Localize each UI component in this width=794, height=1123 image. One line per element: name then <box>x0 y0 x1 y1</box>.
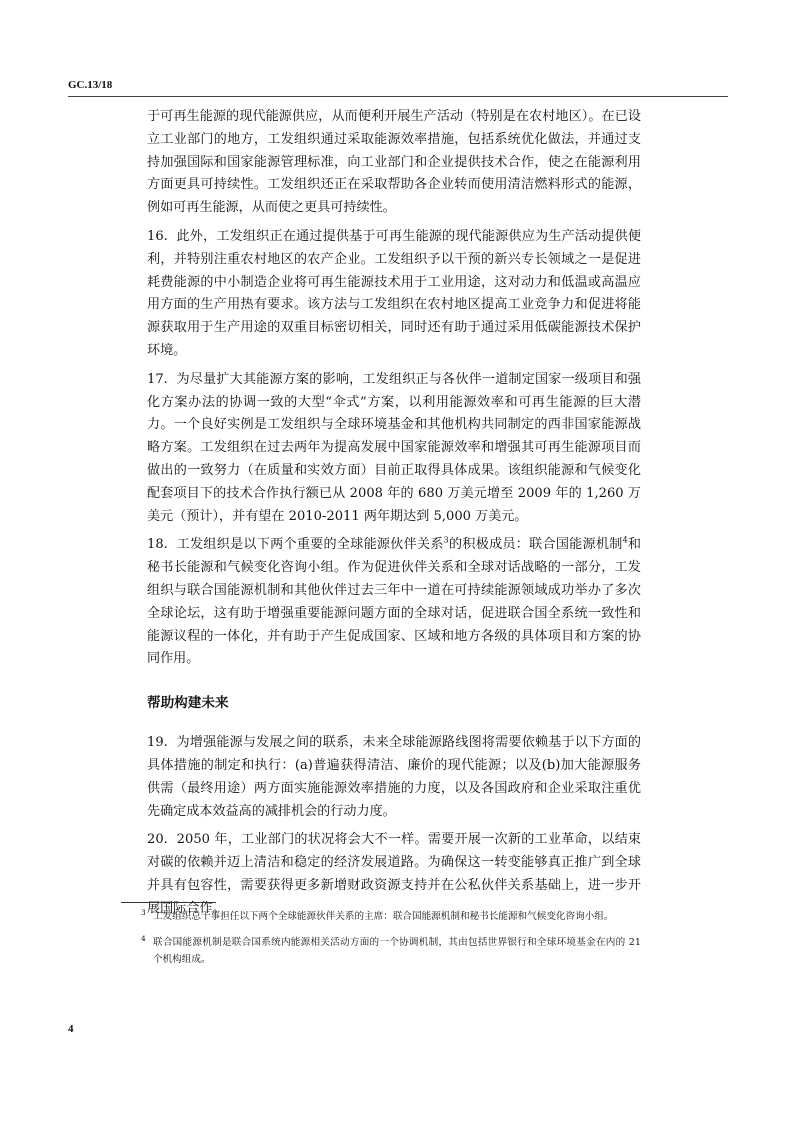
document-symbol: GC.13/18 <box>68 79 113 91</box>
paragraph-text: 2050 年，工业部门的状况将会大不一样。需要开展一次新的工业革命，以结束对碳的依赖并迈上清洁和稳定的经济发展道路。为确保这一转变能够真正推广到全球并具有包容性，需要获得更多新增财政资源支持并在公私伙伴关系基础上，进一步开展国际合作。 <box>147 832 642 916</box>
section-heading: 帮助构建未来 <box>147 695 229 712</box>
paragraph-text: 此外，工发组织正在通过提供基于可再生能源的现代能源供应为生产活动提供便利，并特别注重农村地区的农产企业。工发组织予以干预的新兴专长领域之一是促进耗费能源的中小制造企业将可再生能源技术用于工业用途，这对动力和低温或高温应用方面的生产用热有要求。该方法与工发组织在农村地区提高工业竞争力和促进将能源获取用于生产用途的双重目标密切相关，同时还有助于通过采用低碳能源技术保护环境。 <box>147 228 642 358</box>
footnote-ref-3[interactable]: 3 <box>443 535 449 545</box>
footnotes <box>141 908 641 977</box>
paragraph-number: 20. <box>147 832 168 848</box>
paragraph-16 <box>147 226 641 363</box>
footnote-3 <box>141 908 641 925</box>
main-text <box>147 106 641 927</box>
paragraph-number: 18. <box>147 537 168 553</box>
paragraph-15-continued <box>147 106 641 220</box>
paragraph-20 <box>147 829 641 920</box>
footnote-text: 工发组织总干事担任以下两个全球能源伙伴关系的主席：联合国能源机制和秘书长能源和气候变化咨询小组。 <box>153 911 614 922</box>
header-divider <box>68 96 728 97</box>
footnote-text: 联合国能源机制是联合国系统内能源相关活动方面的一个协调机制，其由包括世界银行和全球环境基金在内的 21 个机构组成。 <box>153 937 641 965</box>
footnote-divider <box>121 902 216 903</box>
paragraph-text: 于可再生能源的现代能源供应，从而便利开展生产活动（特别是在农村地区）。在已设立工业部门的地方，工发组织通过采取能源效率措施，包括系统优化做法，并通过支持加强国际和国家能源管理标准，向工业部门和企业提供技术合作，使之在能源利用方面更具可持续性。工发组织还正在采取帮助各企业转而使用清洁燃料形式的能源，例如可再生能源，从而使之更具可持续性。 <box>147 109 641 216</box>
paragraph-18 <box>147 534 641 671</box>
paragraph-text: 和秘书长能源和气候变化咨询小组。作为促进伙伴关系和全球对话战略的一部分，工发组织与联合国能源机制和其他伙伴过去三年中一道在可持续能源领域成功举办了多次全球论坛，这有助于增强重要能源问题方面的全球对话，促进联合国全系统一致性和能源议程的一体化，并有助于产生促成国家、区域和地方各级的具体项目和方案的协同作用。 <box>147 537 642 667</box>
footnote-4 <box>141 934 641 968</box>
footnote-mark: 3 <box>141 908 146 917</box>
footnote-mark: 4 <box>141 934 146 943</box>
paragraph-text: 工发组织是以下两个重要的全球能源伙伴关系 <box>176 537 444 553</box>
paragraph-number: 19. <box>147 735 168 751</box>
footnote-ref-4[interactable]: 4 <box>622 535 628 545</box>
paragraph-text: 为尽量扩大其能源方案的影响，工发组织正与各伙伴一道制定国家一级项目和强化方案办法的协调一致的大型“伞式”方案，以利用能源效率和可再生能源的巨大潜力。一个良好实例是工发组织与全球环境基金和其他机构共同制定的西非国家能源战略方案。工发组织在过去两年为提高发展中国家能源效率和增强其可再生能源项目而做出的一致努力（在质量和实效方面）目前正取得具体成果。该组织能源和气候变化配套项目下的技术合作执行额已从 2008 年的 680 万美元增至 2009 年的 1,260 万美元（预计），并有望在 2010-2011 两年期达到 5,000 万美元。 <box>147 371 642 524</box>
paragraph-17 <box>147 369 641 529</box>
paragraph-number: 16. <box>147 228 168 244</box>
paragraph-text: 的积极成员：联合国能源机制 <box>448 537 623 553</box>
paragraph-text: 为增强能源与发展之间的联系，未来全球能源路线图将需要依赖基于以下方面的具体措施的制定和执行：(a)普遍获得清洁、廉价的现代能源；以及(b)加大能源服务供需（最终用途）两方面实施能源效率措施的力度，以及各国政府和企业采取注重优先确定成本效益高的减排机会的行动力度。 <box>147 735 642 819</box>
paragraph-number: 17. <box>147 371 168 387</box>
page-number: 4 <box>68 1023 74 1035</box>
paragraph-19 <box>147 732 641 823</box>
